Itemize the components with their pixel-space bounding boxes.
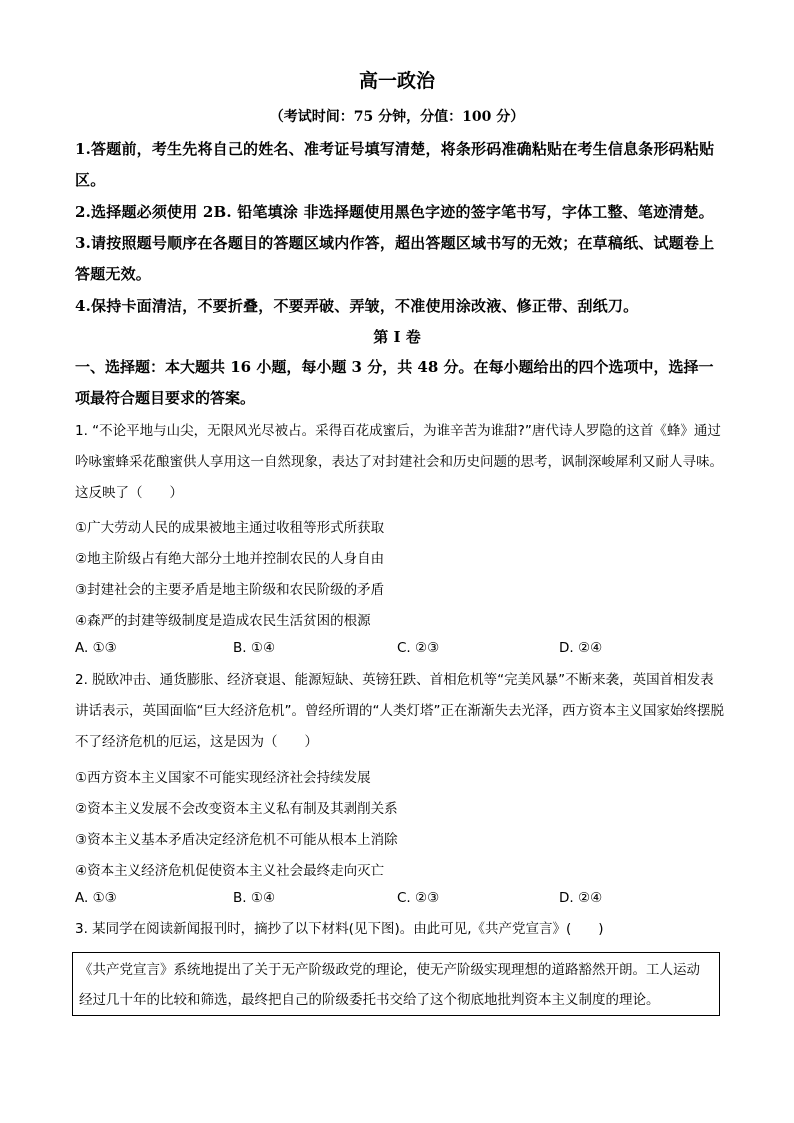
instruction-2: 2.选择题必须使用 2B. 铅笔填涂 非选择题使用黑色字迹的签字笔书写，字体工整、笔迹清楚。 <box>75 203 714 221</box>
question-1-option-4: ④森严的封建等级制度是造成农民生活贫困的根源 <box>75 613 371 629</box>
choice-b[interactable]: B. ①④ <box>233 890 276 906</box>
section-heading: 一、选择题：本大题共 16 小题，每小题 3 分，共 48 分。在每小题给出的四个选项中，选择一项最符合题目要求的答案。 <box>75 358 714 407</box>
choice-b[interactable]: B. ①④ <box>233 640 276 656</box>
question-2-stem: 2. 脱欧冲击、通货膨胀、经济衰退、能源短缺、英镑狂跌、首相危机等“完美风暴”不断来袭，英国首相发表讲话表示，英国面临“巨大经济危机”。曾经所谓的“人类灯塔”正在渐渐失去光泽，西方资本主义国家始终摆脱不了经济危机的厄运，这是因为（ ） <box>75 672 724 750</box>
choice-a[interactable]: A. ①③ <box>75 890 117 906</box>
question-3-stem: 3. 某同学在阅读新闻报刊时，摘抄了以下材料(见下图)。由此可见,《共产党宣言》( ) <box>75 921 604 937</box>
question-2-option-2: ②资本主义发展不会改变资本主义私有制及其剥削关系 <box>75 801 398 817</box>
instruction-3: 3.请按照题号顺序在各题目的答题区域内作答，超出答题区域书写的无效；在草稿纸、试题卷上答题无效。 <box>75 234 715 283</box>
choice-c[interactable]: C. ②③ <box>397 640 440 656</box>
exam-info: （考试时间：75 分钟，分值：100 分） <box>269 109 525 125</box>
question-2-option-1: ①西方资本主义国家不可能实现经济社会持续发展 <box>75 770 371 786</box>
question-2-option-4: ④资本主义经济危机促使资本主义社会最终走向灭亡 <box>75 863 385 879</box>
choice-d[interactable]: D. ②④ <box>559 640 603 656</box>
question-1-stem: 1. “不论平地与山尖，无限风光尽被占。采得百花成蜜后，为谁辛苦为谁甜?”唐代诗人罗隐的这首《蜂》通过吟咏蜜蜂采花酿蜜供人享用这一自然现象，表达了对封建社会和历史问题的思考，讽制深峻犀利又耐人寻味。这反映了（ ） <box>75 423 723 501</box>
question-1-option-2: ②地主阶级占有绝大部分土地并控制农民的人身自由 <box>75 551 385 567</box>
question-1-option-1: ①广大劳动人民的成果被地主通过收租等形式所获取 <box>75 520 385 536</box>
material-box: 《共产党宣言》系统地提出了关于无产阶级政党的理论，使无产阶级实现理想的道路豁然开朗。工人运动经过几十年的比较和筛选，最终把自己的阶级委托书交给了这个彻底地批判资本主义制度的理论。 <box>72 952 720 1016</box>
question-1-option-3: ③封建社会的主要矛盾是地主阶级和农民阶级的矛盾 <box>75 582 385 598</box>
choice-a[interactable]: A. ①③ <box>75 640 117 656</box>
choice-c[interactable]: C. ②③ <box>397 890 440 906</box>
page-title: 高一政治 <box>358 70 435 92</box>
instruction-4: 4.保持卡面清洁，不要折叠，不要弄破、弄皱，不准使用涂改液、修正带、刮纸刀。 <box>75 297 639 315</box>
section-title: 第 I 卷 <box>373 328 421 346</box>
choice-d[interactable]: D. ②④ <box>559 890 603 906</box>
instruction-1: 1.答题前，考生先将自己的姓名、准考证号填写清楚，将条形码准确粘贴在考生信息条形码粘贴区。 <box>75 140 715 189</box>
question-2-option-3: ③资本主义基本矛盾决定经济危机不可能从根本上消除 <box>75 832 398 848</box>
